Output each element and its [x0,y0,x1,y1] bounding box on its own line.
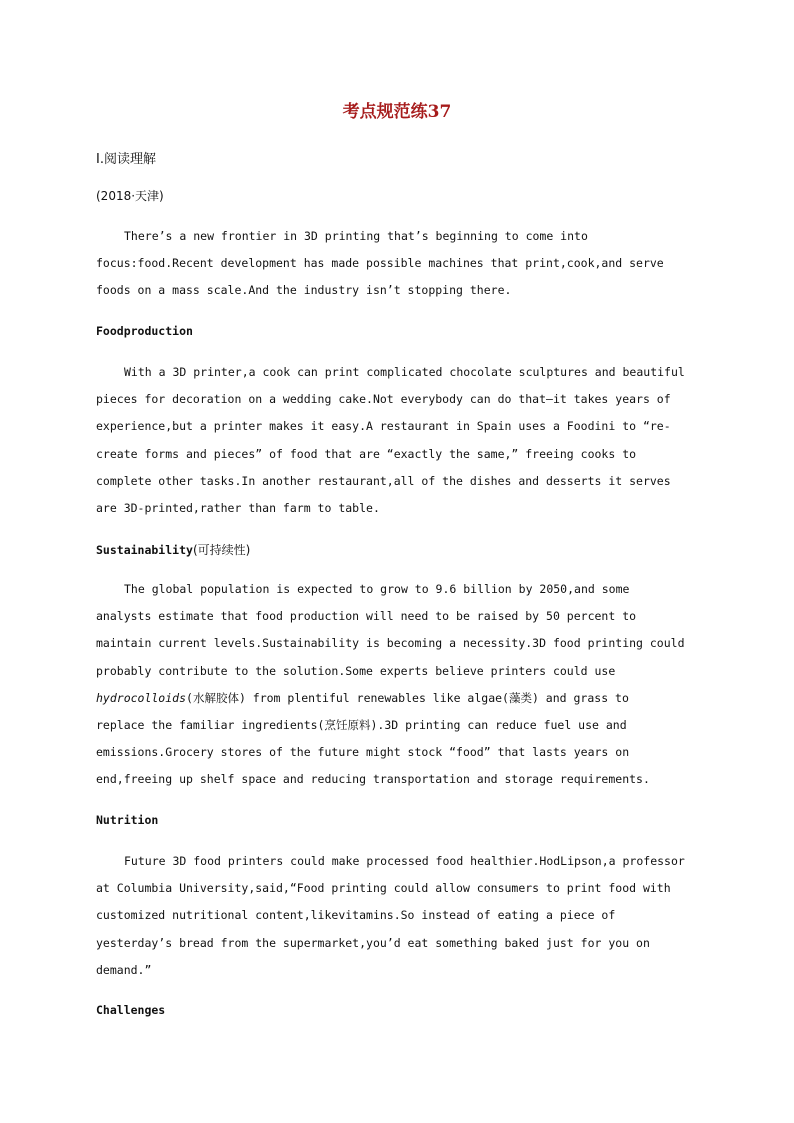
sustainability-paragraph [96,576,696,794]
text-line: foods on a mass scale.And the industry isn’t stopping there. [96,283,512,298]
nutrition-paragraph [96,848,696,984]
text-line: probably contribute to the solution.Some experts believe printers could use [96,663,616,678]
text-line: The global population is expected to grow to 9.6 billion by 2050,and some [124,582,630,596]
page-title: 考点规范练37 [342,102,452,122]
text-line: focus:food.Recent development has made possible machines that print,cook,and serve [96,256,664,271]
text-line: end,freeing up shelf space and reducing transportation and storage requirements. [96,772,650,787]
source-label: (2018·天津) [96,189,164,203]
food-production-paragraph [96,359,696,522]
heading-sustainability [96,541,250,558]
text-line: customized nutritional content,likevitamins.So instead of eating a piece of [96,908,616,923]
text-line: emissions.Grocery stores of the future might stock “food” that lasts years on [96,745,630,760]
text-line: create forms and pieces” of food that are “exactly the same,” freeing cooks to [96,446,637,461]
text-line: Future 3D food printers could make processed food healthier.HodLipson,a professor [124,854,685,868]
text-line: maintain current levels.Sustainability is becoming a necessity.3D food printing could [96,636,685,651]
text-line: experience,but a printer makes it easy.A restaurant in Spain uses a Foodini to “re- [96,419,671,434]
text-line: With a 3D printer,a cook can print complicated chocolate sculptures and beautiful [124,365,685,379]
heading-sustainability-cn: (可持续性) [192,543,251,557]
text-line: replace the familiar ingredients(烹饪原料).3D printing can reduce fuel use and [96,718,627,733]
text-line: at Columbia University,said,“Food printing could allow consumers to print food with [96,881,671,896]
text-line: pieces for decoration on a wedding cake.Not everybody can do that—it takes years of [96,392,671,407]
text-line: demand.” [96,962,152,977]
heading-food-production: Foodproduction [96,324,193,338]
text-line: yesterday’s bread from the supermarket,you’d eat something baked just for you on [96,935,650,950]
text-line: There’s a new frontier in 3D printing that’s beginning to come into [124,229,588,243]
text-line: are 3D-printed,rather than farm to table. [96,501,380,516]
text-segment: (水解胶体) from plentiful renewables like algae(藻类) and grass to [186,690,629,705]
intro-paragraph [96,223,696,305]
heading-sustainability-en: Sustainability [96,543,193,557]
text-line: analysts estimate that food production will need to be raised by 50 percent to [96,609,637,624]
text-line [96,685,696,712]
italic-term: hydrocolloids [96,690,187,705]
heading-nutrition: Nutrition [96,813,159,827]
heading-challenges: Challenges [96,1003,166,1017]
section-label: Ⅰ.阅读理解 [96,152,156,167]
text-line: complete other tasks.In another restaurant,all of the dishes and desserts it serves [96,473,671,488]
